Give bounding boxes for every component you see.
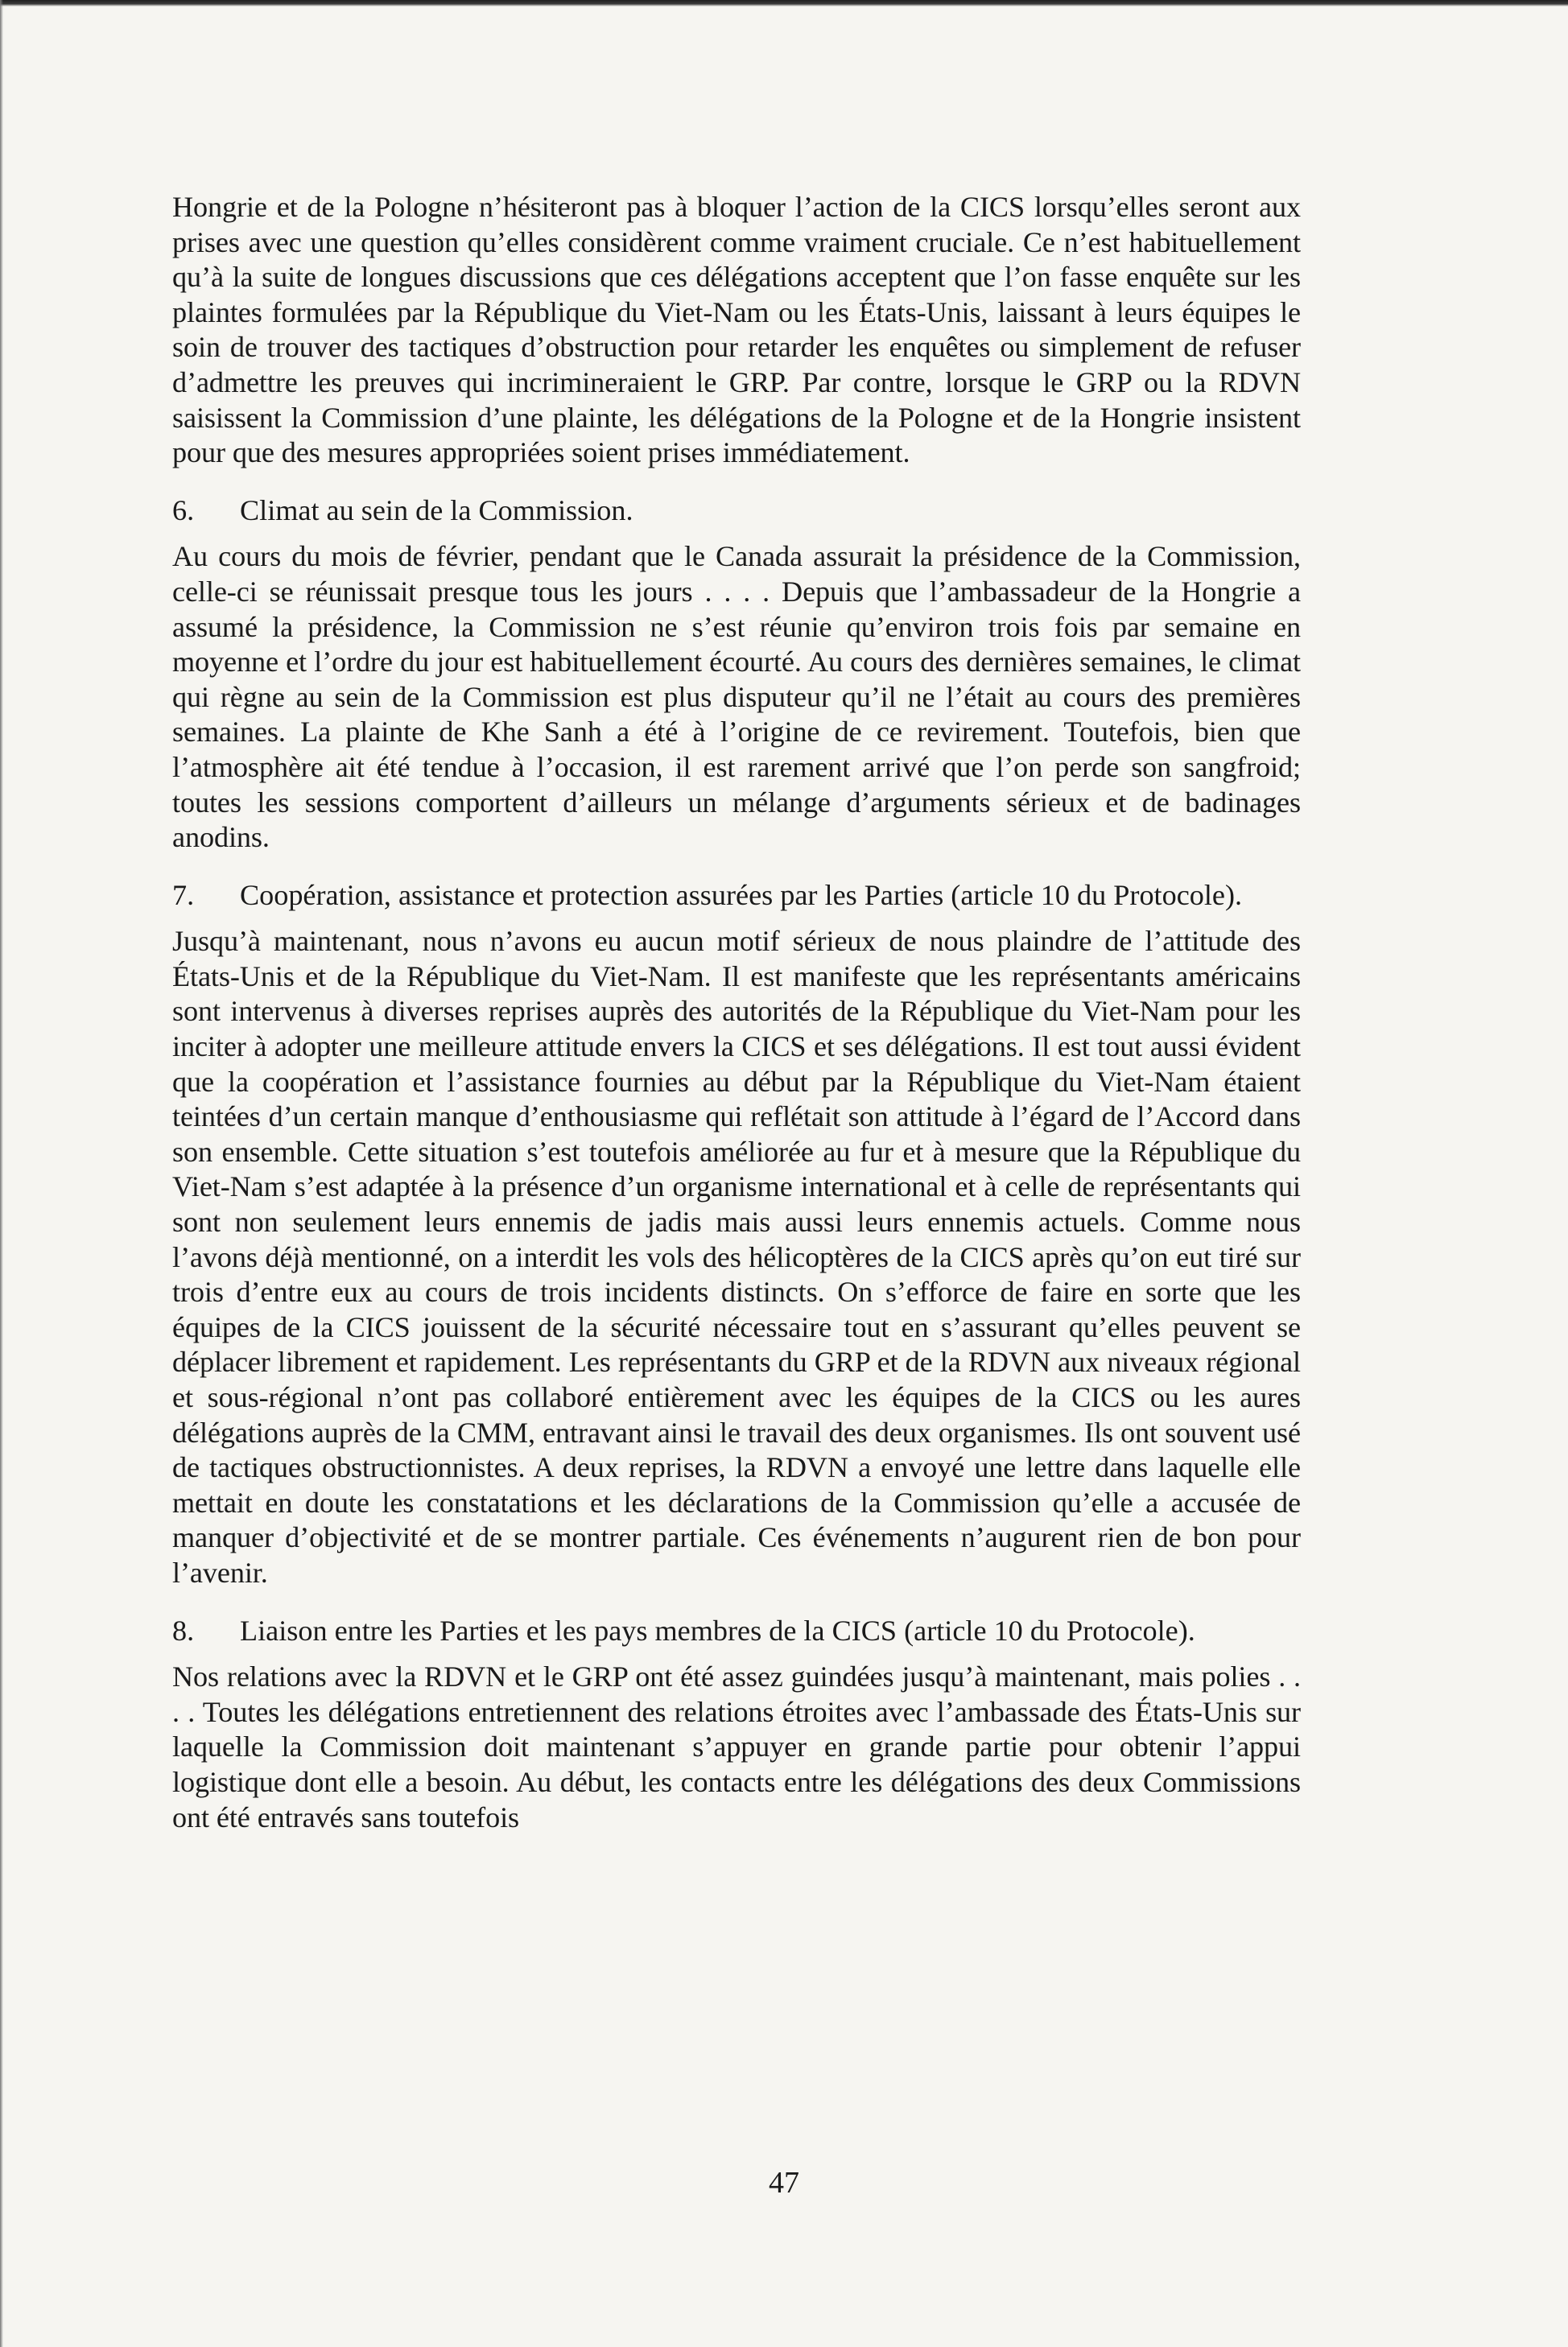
section-title: Liaison entre les Parties et les pays membres de la CICS (article 10 du Protocole). <box>240 1614 1195 1647</box>
page-body <box>172 190 1301 1835</box>
section-heading-6 <box>172 493 1301 529</box>
paragraph-1: Hongrie et de la Pologne n’hésiteront pas à bloquer l’action de la CICS lorsqu’elles seront aux prises avec une question qu’elles considèrent comme vraiment cruciale. Ce n’est habituellement qu’à la suite de longues discussions que ces délégations acceptent que l’on fasse enquête sur les plaintes formulées par la République du Viet-Nam ou les États-Unis, laissant à leurs équipes le soin de trouver des tactiques d’obstruction pour retarder les enquêtes ou simplement de refuser d’admettre les preuves qui incrimineraient le GRP. Par contre, lorsque le GRP ou la RDVN saisissent la Commission d’une plainte, les délégations de la Pologne et de la Hongrie insistent pour que des mesures appropriées soient prises immédiatement. <box>172 191 1301 469</box>
section-heading-8 <box>172 1614 1301 1649</box>
paragraph-2: Au cours du mois de février, pendant que le Canada assurait la présidence de la Commission, celle-ci se réunissait presque tous les jours . . . . Depuis que l’ambassadeur de la Hongrie a assumé la présidence, la Commission ne s’est réunie qu’environ trois fois par semaine en moyenne et l’ordre du jour est habituellement écourté. Au cours des dernières semaines, le climat qui règne au sein de la Commission est plus disputeur qu’il ne l’était au cours des premières semaines. La plainte de Khe Sanh a été à l’origine de ce revirement. Toutefois, bien que l’atmosphère ait été tendue à l’occasion, il est rarement arrivé que l’on perde son sangfroid; toutes les sessions comportent d’ailleurs un mélange d’arguments sérieux et de badinages anodins. <box>172 540 1301 854</box>
section-title: Coopération, assistance et protection assurées par les Parties (article 10 du Protocole). <box>240 878 1243 911</box>
section-title: Climat au sein de la Commission. <box>240 493 633 526</box>
section-number: 6. <box>172 493 195 526</box>
section-heading-7 <box>172 878 1301 914</box>
section-number: 8. <box>172 1614 195 1647</box>
page-number: 47 <box>769 2166 799 2200</box>
paragraph-4: Nos relations avec la RDVN et le GRP ont été assez guindées jusqu’à maintenant, mais polies . . . . Toutes les délégations entretiennent des relations étroites avec l’ambassade des États-Unis sur laquelle la Commission doit maintenant s’appuyer en grande partie pour obtenir l’appui logistique dont elle a besoin. Au début, les contacts entre les délégations des deux Commissions ont été entravés sans toutefois <box>172 1660 1301 1833</box>
scan-edge-top <box>0 0 1568 6</box>
section-number: 7. <box>172 878 195 911</box>
scan-edge-left <box>0 0 3 2347</box>
paragraph-3: Jusqu’à maintenant, nous n’avons eu aucun motif sérieux de nous plaindre de l’attitude des États-Unis et de la République du Viet-Nam. Il est manifeste que les représentants américains sont intervenus à diverses reprises auprès des autorités de la République du Viet-Nam pour les inciter à adopter une meilleure attitude envers la CICS et ses délégations. Il est tout aussi évident que la coopération et l’assistance fournies au début par la République du Viet-Nam étaient teintées d’un certain manque d’enthousiasme qui reflétait son attitude à l’égard de l’Accord dans son ensemble. Cette situation s’est toutefois améliorée au fur et à mesure que la République du Viet-Nam s’est adaptée à la présence d’un organisme international et à celle de représentants qui sont non seulement leurs ennemis de jadis mais aussi leurs ennemis actuels. Comme nous l’avons déjà mentionné, on a interdit les vols des hélicoptères de la CICS après qu’on eut tiré sur trois d’entre eux au cours de trois incidents distincts. On s’efforce de faire en sorte que les équipes de la CICS jouissent de la sécurité nécessaire tout en s’assurant qu’elles peuvent se déplacer librement et rapidement. Les représentants du GRP et de la RDVN aux niveaux régional et sous-régional n’ont pas collaboré entièrement avec les équipes de la CICS ou les aures délégations auprès de la CMM, entravant ainsi le travail des deux organismes. Ils ont souvent usé de tactiques obstructionnistes. A deux reprises, la RDVN a envoyé une lettre dans laquelle elle mettait en doute les constatations et les déclarations de la Commission qu’elle a accusée de manquer d’objectivité et de se montrer partiale. Ces événements n’augurent rien de bon pour l’avenir. <box>172 925 1301 1589</box>
